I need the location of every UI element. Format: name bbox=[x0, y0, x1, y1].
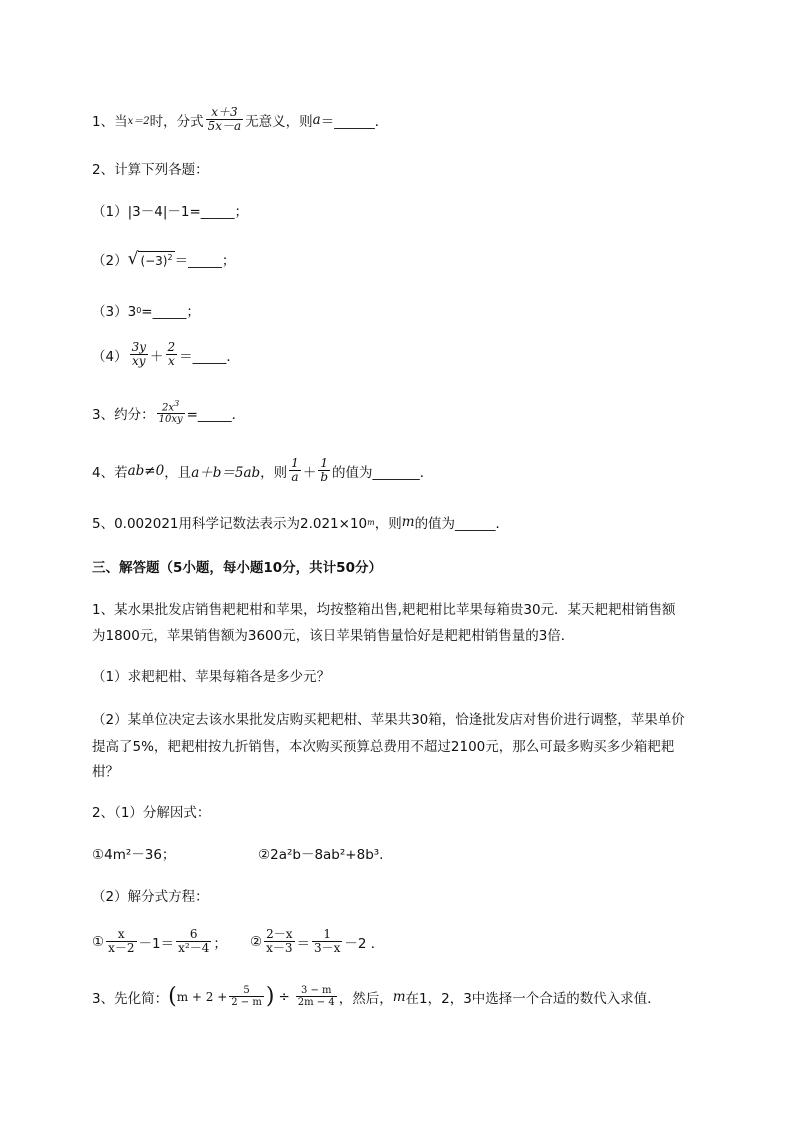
q4-cond1: ab≠0 bbox=[127, 462, 165, 479]
eq2-tail: －2 ． bbox=[344, 935, 385, 952]
q2-p2-tail: ＝_____； bbox=[174, 253, 236, 269]
q3-fraction bbox=[157, 400, 185, 425]
s3-var: m bbox=[392, 988, 406, 1005]
s3-frac-1 bbox=[229, 985, 264, 1008]
q3-label: 3、约分： bbox=[92, 406, 155, 423]
sqrt-expression bbox=[127, 248, 175, 269]
q3-num: 2x bbox=[162, 402, 175, 414]
q5-var: m bbox=[401, 514, 415, 530]
eq2-f2-num: 1 bbox=[323, 927, 332, 941]
left-paren: ( bbox=[168, 983, 177, 1009]
s3-f1-num: 5 bbox=[243, 985, 250, 996]
q1-condition: x＝2 bbox=[127, 116, 150, 128]
eq2-mark: ② bbox=[250, 933, 263, 950]
s2-expr-1: ①4m²－36； bbox=[92, 847, 176, 863]
q2-p4-f2-den: x bbox=[167, 354, 175, 369]
eq1-mark: ① bbox=[92, 933, 105, 950]
q4-f1-den: a bbox=[291, 470, 299, 485]
question-2-part-3 bbox=[92, 300, 200, 320]
q2-p2-exp: 2 bbox=[167, 252, 173, 262]
eq1-f1-num: x bbox=[117, 927, 125, 941]
q1-fraction bbox=[206, 106, 244, 133]
question-3 bbox=[92, 400, 245, 425]
q4-f2-den: b bbox=[320, 470, 328, 485]
q5-text: 5、0.002021用科学记数法表示为2.021×10 bbox=[92, 516, 368, 532]
q1-eq: ＝ bbox=[320, 113, 335, 130]
question-2-part-4 bbox=[92, 341, 240, 368]
q2-p3-tail: =_____； bbox=[141, 304, 200, 320]
s2-equation-2 bbox=[250, 928, 384, 955]
s1-stem-line-2: 为1800元，苹果销售额为3600元，该日苹果销售量恰好是耙耙柑销售量的3倍． bbox=[92, 628, 575, 644]
q2-p2-label: （2） bbox=[92, 253, 128, 269]
q4-label: 4、若 bbox=[92, 464, 128, 481]
question-4 bbox=[92, 457, 433, 484]
question-1 bbox=[92, 106, 388, 133]
s1-part-2-line-2: 提高了5%，耙耙柑按九折销售，本次购买预算总费用不超过2100元，那么可最多购买多少箱耙耙 bbox=[92, 739, 675, 755]
eq1-mid: －1＝ bbox=[138, 935, 175, 952]
s3-frac-2 bbox=[296, 985, 337, 1008]
q4-tail: 的值为_______． bbox=[332, 464, 434, 481]
q4-cond2: a＋b＝5ab bbox=[191, 464, 261, 481]
question-2-part-2 bbox=[92, 249, 235, 269]
eq2-f1-num: 2－x bbox=[266, 927, 293, 941]
eq1-frac-2 bbox=[176, 928, 211, 955]
q1-var: a bbox=[312, 111, 321, 128]
q4-f1-num: 1 bbox=[291, 456, 299, 470]
q4-mid2: ，则 bbox=[260, 464, 288, 481]
q1-frac-den: 5x－a bbox=[207, 119, 242, 134]
q2-p4-frac-1 bbox=[130, 341, 148, 368]
s3-question bbox=[92, 985, 661, 1008]
q2-p4-f2-num: 2 bbox=[167, 340, 176, 354]
eq2-frac-2 bbox=[312, 928, 342, 955]
eq1-f2-den: x²－4 bbox=[178, 941, 210, 956]
q2-p4-label: （4） bbox=[92, 348, 128, 365]
s1-stem-line-1: 1、某水果批发店销售耙耙柑和苹果，均按整箱出售,耙耙柑比苹果每箱贵30元．某天耙耙柑销售额 bbox=[92, 602, 676, 618]
q3-den: 10xy bbox=[158, 414, 183, 426]
question-2-title: 2、计算下列各题： bbox=[92, 162, 209, 178]
q1-blank: ______． bbox=[334, 113, 389, 130]
q2-p4-frac-2 bbox=[166, 341, 178, 368]
q4-plus: ＋ bbox=[302, 464, 317, 481]
q1-when: 时，分式 bbox=[149, 113, 204, 130]
s2-title: 2、（1）分解因式： bbox=[92, 805, 211, 821]
s3-tail1: ，然后， bbox=[338, 990, 393, 1007]
s2-sub-2: （2）解分式方程： bbox=[92, 889, 209, 905]
s2-expr-2: ②2a²b－8ab²+8b³. bbox=[258, 847, 384, 863]
q3-tail: =_____． bbox=[186, 406, 246, 423]
eq1-f2-num: 6 bbox=[189, 927, 198, 941]
s1-part-1: （1）求耙耙柑、苹果每箱各是多少元？ bbox=[92, 669, 331, 685]
right-paren: ) bbox=[265, 983, 275, 1009]
eq1-frac-1 bbox=[106, 928, 136, 955]
q4-frac-2 bbox=[318, 457, 330, 484]
q1-tail: 无意义，则 bbox=[245, 113, 313, 130]
s3-div: ÷ bbox=[278, 988, 290, 1005]
radical-sign: √ bbox=[127, 248, 139, 269]
q5-exp: m bbox=[367, 517, 375, 527]
q2-p2-radicand: (−3) bbox=[140, 253, 168, 268]
s3-f2-num: 3 − m bbox=[300, 985, 332, 996]
eq2-f2-den: 3－x bbox=[314, 941, 341, 956]
s1-part-2-line-3: 柑？ bbox=[92, 764, 119, 780]
s2-equation-1 bbox=[92, 928, 227, 955]
question-2-part-1: （1）|3－4|－1=_____； bbox=[92, 204, 249, 220]
s3-label: 3、先化简： bbox=[92, 990, 169, 1007]
eq2-f1-den: x－3 bbox=[266, 941, 293, 956]
q2-p3-exp: 0 bbox=[136, 305, 142, 315]
q2-p3-label: （3）3 bbox=[92, 304, 137, 320]
q4-mid: ，且 bbox=[164, 464, 192, 481]
q1-frac-num: x＋3 bbox=[211, 105, 238, 119]
q2-p4-tail: ＝_____． bbox=[179, 348, 240, 365]
s3-f1-den: 2 − m bbox=[231, 997, 262, 1008]
q4-frac-1 bbox=[289, 457, 301, 484]
q5-tail: 的值为______． bbox=[414, 516, 510, 532]
q2-p4-plus: ＋ bbox=[150, 348, 164, 365]
q2-p4-f1-num: 3y bbox=[131, 340, 147, 354]
q5-mid: ，则 bbox=[374, 516, 402, 532]
s3-tail2: 在1，2，3中选择一个合适的数代入求值． bbox=[405, 990, 661, 1007]
section-3-title: 三、解答题（5小题，每小题10分，共计50分） bbox=[92, 560, 382, 576]
s3-f2-den: 2m − 4 bbox=[297, 997, 335, 1008]
q1-number: 1、当 bbox=[92, 113, 128, 130]
s3-inner: m + 2 + bbox=[176, 989, 228, 1004]
question-5 bbox=[92, 512, 509, 532]
eq2-mid: ＝ bbox=[296, 935, 311, 952]
eq1-f1-den: x－2 bbox=[108, 941, 135, 956]
eq2-frac-1 bbox=[264, 928, 294, 955]
eq1-tail: ； bbox=[213, 935, 227, 952]
q2-p4-f1-den: xy bbox=[132, 354, 146, 369]
q3-num-exp: 3 bbox=[174, 399, 180, 408]
q4-f2-num: 1 bbox=[320, 456, 328, 470]
s1-part-2-line-1: （2）某单位决定去该水果批发店购买耙耙柑、苹果共30箱，恰逢批发店对售价进行调整，苹果单价 bbox=[92, 712, 685, 728]
